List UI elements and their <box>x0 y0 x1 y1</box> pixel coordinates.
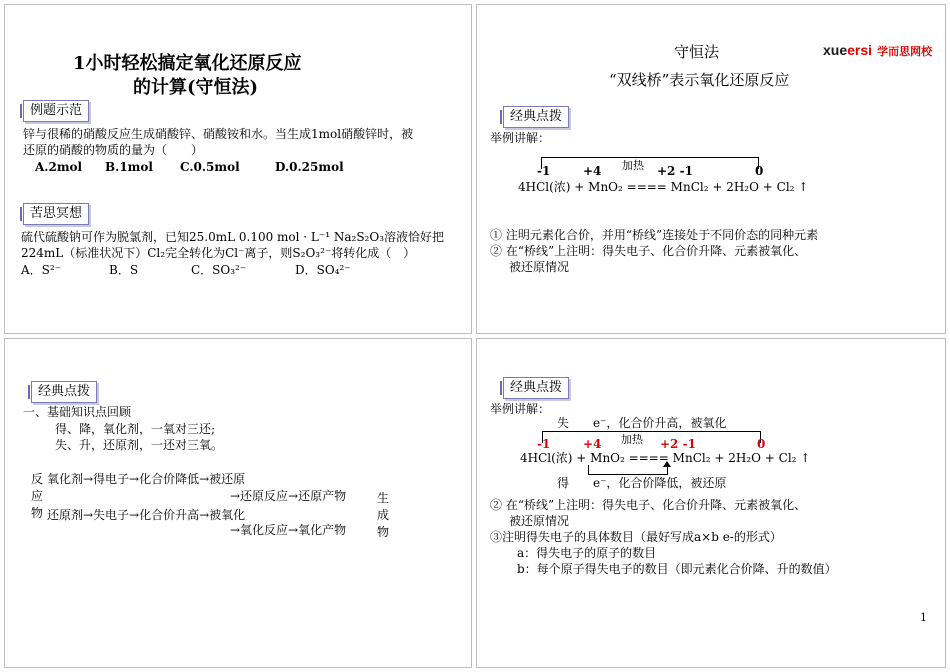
note-2-line2-4: 被还原情况 <box>509 514 570 528</box>
note-3a: a：得失电子的原子的数目 <box>517 546 657 560</box>
side-right-1: 生 <box>377 491 390 505</box>
note-3b: b：每个原子得失电子的数目（即元素化合价降、升的数值） <box>517 562 837 576</box>
note-1: ① 注明元素化合价，并用“桥线”连接处于不同价态的同种元素 <box>490 228 819 242</box>
mnemonic-line2: 失、升，还原剂，一还对三氧。 <box>55 438 224 452</box>
slide2-title: 守恒法 <box>674 43 720 61</box>
slide1-title-line2: 的计算(守恒法) <box>133 77 259 98</box>
page-number: 1 <box>920 611 927 624</box>
slide2-intro: 举例讲解： <box>490 131 551 145</box>
top-bridge-horizontal <box>542 431 761 432</box>
bottom-bridge-arrow-icon <box>663 461 671 467</box>
ox-state-neg1: -1 <box>537 164 551 178</box>
option-d: D.0.25mol <box>275 160 344 174</box>
side-left-2: 应 <box>31 489 44 503</box>
side-right-3: 物 <box>377 525 390 539</box>
option-c: C.0.5mol <box>180 160 240 174</box>
logo-chinese: 学而思网校 <box>877 45 933 58</box>
flow-oxidant-2: →还原反应→还原产物 <box>230 489 347 503</box>
tips-tag-3: 经典点拨 <box>31 381 97 403</box>
logo-latin-1: xue <box>823 42 848 58</box>
q2-option-d: D．SO₄²⁻ <box>295 263 351 277</box>
flow-reductant: 还原剂→失电子→化合价升高→被氧化 <box>47 508 246 522</box>
heat-label-4: 加热 <box>621 433 643 446</box>
ox-state-neg1-red: -1 <box>537 437 551 451</box>
slide1-title-line1: 1小时轻松搞定氧化还原反应 <box>73 53 302 74</box>
slide-4 <box>476 338 946 668</box>
review-heading: 一、基础知识点回顾 <box>23 405 132 419</box>
brand-logo <box>823 41 932 61</box>
bridge-line-top <box>541 157 759 158</box>
q2-option-a: A．S²⁻ <box>21 263 62 277</box>
ox-state-zero-red: 0 <box>757 437 766 451</box>
slide-3 <box>4 338 472 668</box>
ox-state-zero: 0 <box>755 164 764 178</box>
side-left-1: 反 <box>31 472 44 486</box>
logo-latin-2: ersi <box>847 42 873 58</box>
question2-line1: 硫代硫酸钠可作为脱氯剂，已知25.0mL 0.100 mol · L⁻¹ Na₂S₂O₃溶液恰好把 <box>21 230 445 244</box>
note-2-line1: ② 在“桥线”上注明：得失电子、化合价升降、元素被氧化、 <box>490 244 807 258</box>
flow-reductant-2: →氧化反应→氧化产物 <box>230 523 347 537</box>
equation-4: 4HCl(浓) + MnO₂ ==== MnCl₂ + 2H₂O + Cl₂ ↑ <box>520 451 811 465</box>
flow-oxidant: 氧化剂→得电子→化合价降低→被还原 <box>47 472 246 486</box>
heat-label: 加热 <box>622 159 644 172</box>
question1-line1: 锌与很稀的硝酸反应生成硝酸锌、硝酸铵和水。当生成1mol硝酸锌时，被 <box>23 127 414 141</box>
mnemonic-line1: 得、降，氧化剂，一氧对三还; <box>55 422 216 436</box>
question2-line2: 224mL（标准状况下）Cl₂完全转化为Cl⁻离子，则S₂O₃²⁻将转化成（ ） <box>21 246 416 260</box>
option-b: B.1mol <box>105 160 153 174</box>
bottom-bridge-right <box>667 467 668 475</box>
side-left-3: 物 <box>31 506 44 520</box>
note-2-line1-4: ② 在“桥线”上注明：得失电子、化合价升降、元素被氧化、 <box>490 498 807 512</box>
note-3: ③注明得失电子的具体数目（最好写成a×b e-的形式） <box>490 530 782 544</box>
q2-option-c: C．SO₃²⁻ <box>191 263 247 277</box>
ox-state-plus4-red: +4 <box>583 437 602 451</box>
ox-state-plus4: +4 <box>583 164 602 178</box>
ox-state-plus2-neg1: +2 -1 <box>657 164 693 178</box>
tips-tag-4: 经典点拨 <box>503 377 569 399</box>
equation: 4HCl(浓) + MnO₂ ==== MnCl₂ + 2H₂O + Cl₂ ↑ <box>518 180 809 194</box>
question1-line2: 还原的硝酸的物质的量为（ ） <box>23 143 204 157</box>
slide4-intro: 举例讲解： <box>490 402 551 416</box>
slide-2 <box>476 4 946 334</box>
tips-tag: 经典点拨 <box>503 106 569 128</box>
gain-label: 得 e⁻，化合价降低，被还原 <box>557 476 727 490</box>
q2-option-b: B．S <box>109 263 139 277</box>
example-tag: 例题示范 <box>23 100 89 122</box>
slide2-subtitle: “双线桥”表示氧化还原反应 <box>609 71 790 89</box>
thinking-tag: 苦思冥想 <box>23 203 89 225</box>
loss-label: 失 e⁻，化合价升高，被氧化 <box>557 416 727 430</box>
ox-state-plus2-neg1-red: +2 -1 <box>660 437 696 451</box>
option-a: A.2mol <box>35 160 83 174</box>
side-right-2: 成 <box>377 508 390 522</box>
slide-1 <box>4 4 472 334</box>
note-2-line2: 被还原情况 <box>509 260 570 274</box>
